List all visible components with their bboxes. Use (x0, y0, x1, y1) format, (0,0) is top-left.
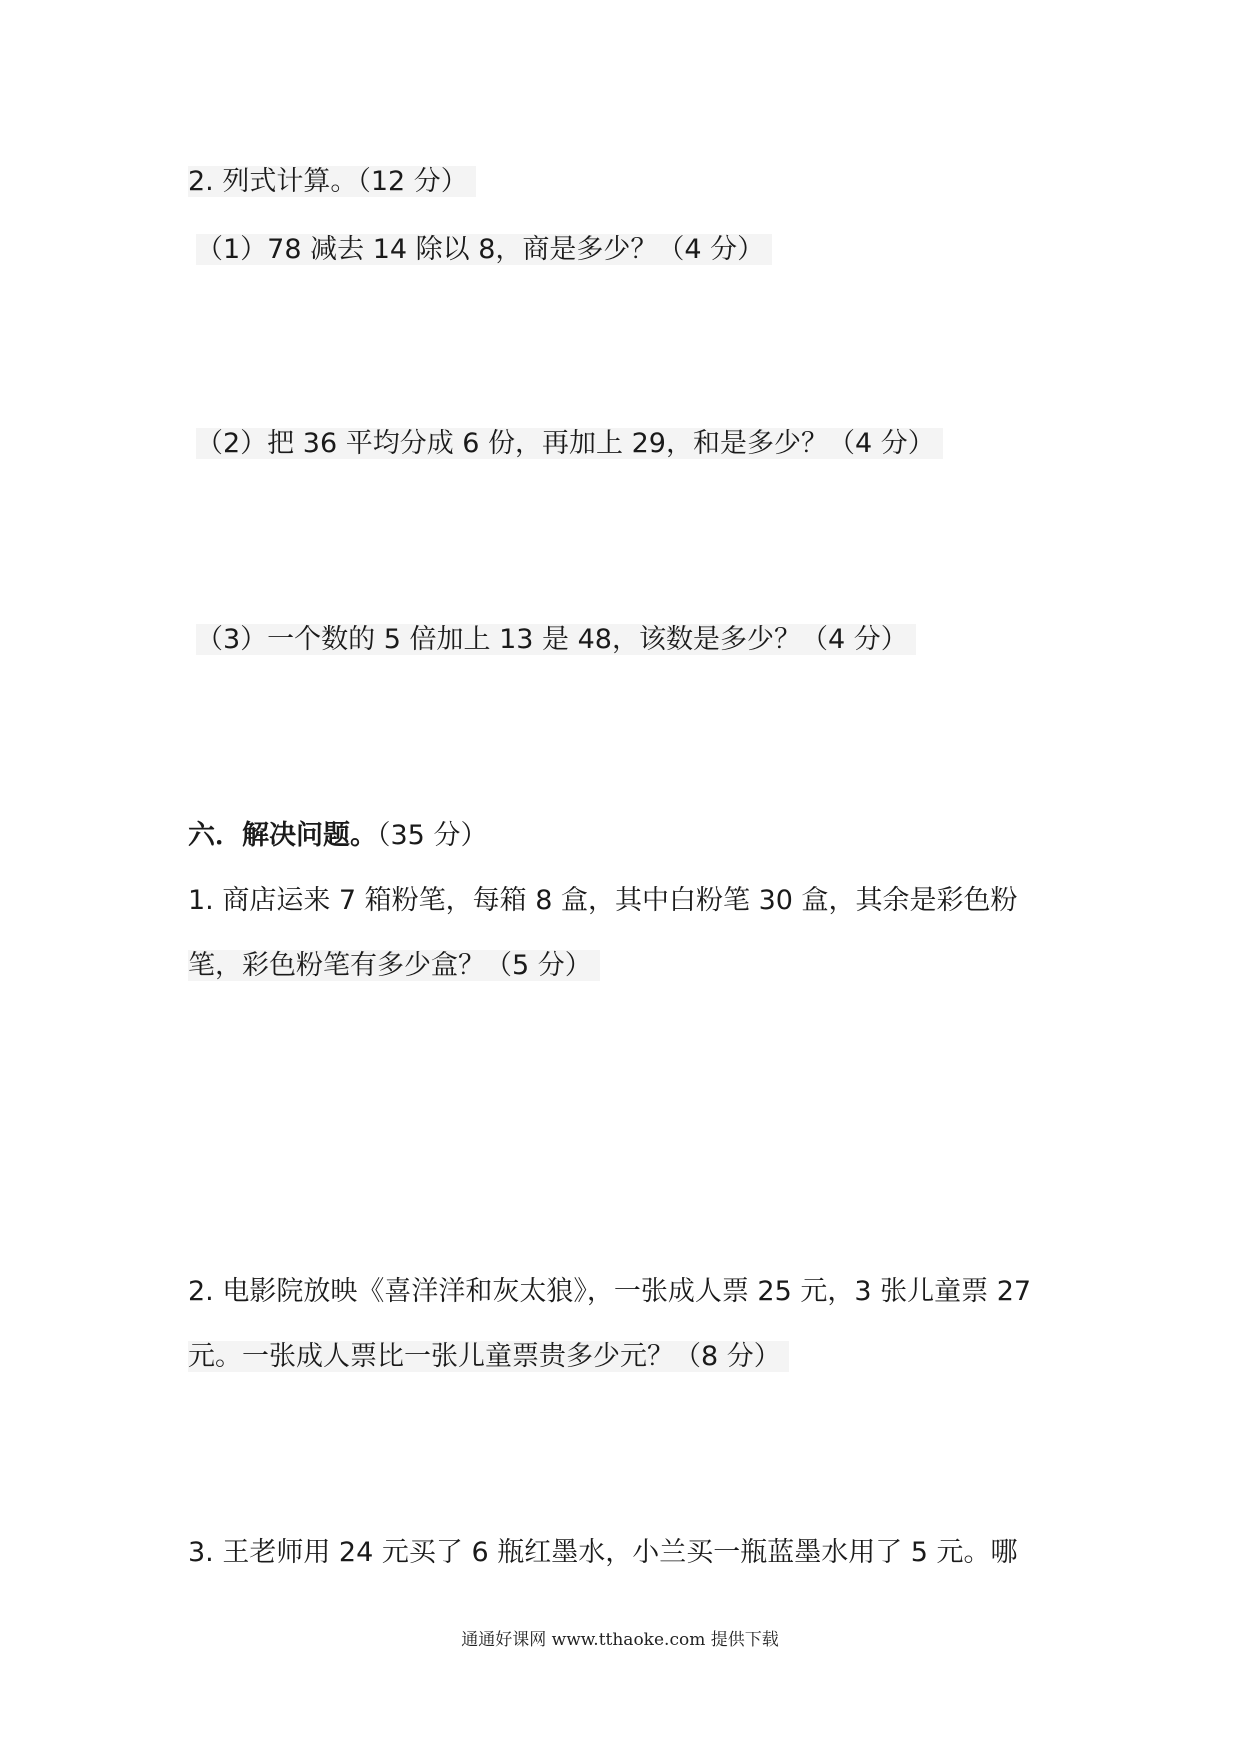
problem-text: 笔，彩色粉笔有多少盒？（5 分） (188, 950, 600, 981)
problem-3-line-1 (188, 1533, 1018, 1573)
sub-question-text: （3）一个数的 5 倍加上 13 是 48，该数是多少？（4 分） (196, 624, 916, 655)
problem-1-line-1 (188, 881, 1018, 921)
section-heading-text: 六．解决问题。 (188, 820, 377, 851)
sub-question-text: （2）把 36 平均分成 6 份，再加上 29，和是多少？（4 分） (196, 428, 943, 459)
sub-question-1 (196, 230, 772, 270)
question-title (188, 162, 476, 202)
sub-question-2 (196, 424, 943, 464)
sub-question-3 (196, 620, 916, 660)
question-title-text: 2. 列式计算。（12 分） (188, 166, 476, 197)
problem-text: 3. 王老师用 24 元买了 6 瓶红墨水，小兰买一瓶蓝墨水用了 5 元。哪 (188, 1537, 1018, 1568)
footer-text: 通通好课网 www.tthaoke.com 提供下载 (461, 1630, 779, 1650)
page-footer (0, 1628, 1240, 1652)
problem-text: 2. 电影院放映《喜洋洋和灰太狼》，一张成人票 25 元，3 张儿童票 27 (188, 1276, 1032, 1307)
section-score: （35 分） (377, 820, 488, 851)
problem-text: 元。一张成人票比一张儿童票贵多少元？（8 分） (188, 1341, 789, 1372)
sub-question-text: （1）78 减去 14 除以 8，商是多少？（4 分） (196, 234, 772, 265)
problem-text: 1. 商店运来 7 箱粉笔，每箱 8 盒，其中白粉笔 30 盒，其余是彩色粉 (188, 885, 1018, 916)
problem-2-line-2 (188, 1337, 789, 1377)
problem-2-line-1 (188, 1272, 1031, 1312)
section-heading (188, 816, 487, 856)
problem-1-line-2 (188, 946, 600, 986)
